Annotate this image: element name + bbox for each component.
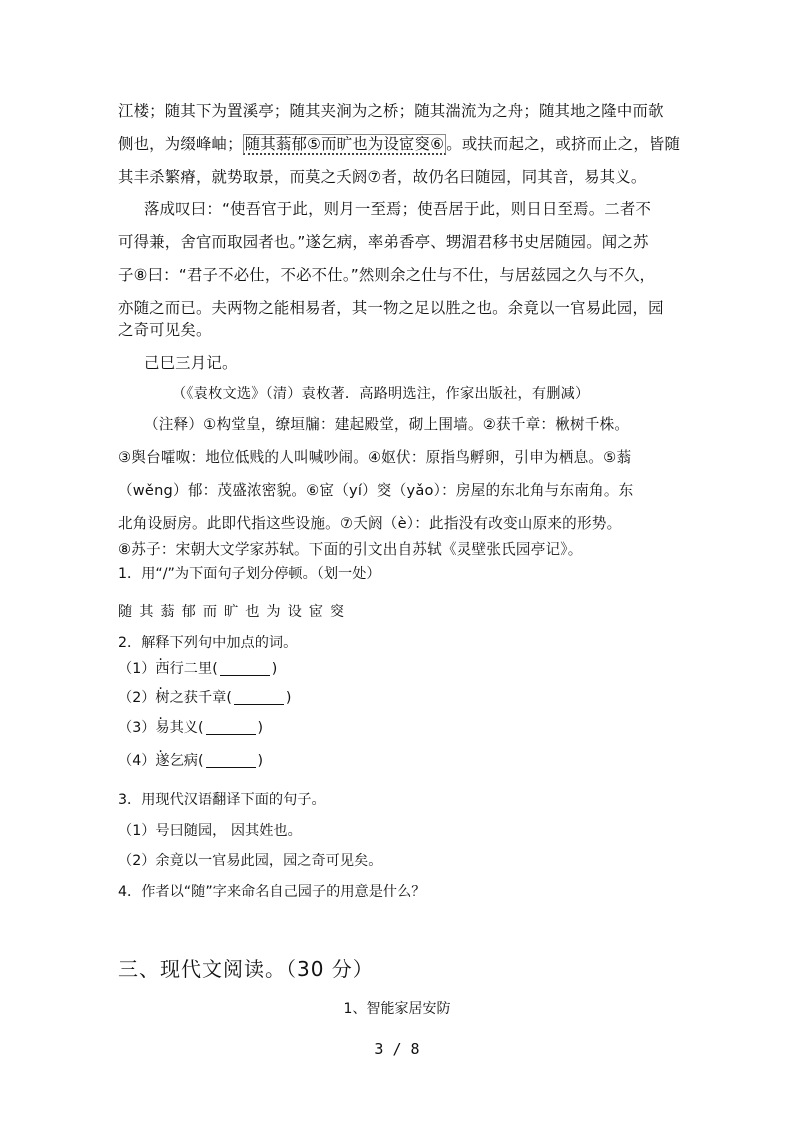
passage-line: 亦随之而已。夫两物之能相易者，其一物之足以胜之也。余竟以一官易此园，园 (118, 299, 664, 317)
q2-item-1: （1）西行二里( ) (118, 661, 278, 677)
item-number: （3） (118, 720, 156, 736)
notes-line: ⑧苏子：宋朝大文学家苏轼。下面的引文出自苏轼《灵壁张氏园亭记》。 (118, 541, 583, 558)
question-4: 4．作者以“随”字来命名自己园子的用意是什么？ (118, 884, 426, 900)
sentence-char: 窔 (330, 604, 345, 620)
q3-item-2: （2）余竟以一官易此园，园之奇可见矣。 (118, 853, 383, 869)
answer-blank[interactable] (234, 688, 284, 705)
notes-line: （注释）①构堂皇，缭垣牖：建起殿堂，砌上围墙。②获千章：楸树千株。 (144, 416, 630, 433)
section-subtitle: 1、智能家居安防 (343, 1001, 451, 1017)
answer-blank[interactable] (206, 718, 256, 735)
passage-date: 己巳三月记。 (144, 354, 238, 372)
passage-line: 其丰杀繁瘠，就势取景，而莫之夭阏⑦者，故仍名曰随园，同其音，易其义。 (118, 168, 647, 186)
passage-line: 江楼；随其下为置溪亭；随其夹涧为之桥；随其湍流为之舟；随其地之隆中而欹 (118, 102, 664, 120)
boxed-sentence: 随其蓊郁⑤而旷也为设宧窔⑥ (244, 135, 445, 153)
notes-line: ③舆台嚯呶：地位低贱的人叫喊吵闹。④妪伏：原指鸟孵卵，引申为栖息。⑤蓊 (118, 449, 632, 466)
passage-text: 。或扶而起之，或挤而止之，皆随 (446, 135, 681, 153)
q2-item-4: （4）遂乞病( ) (118, 753, 264, 769)
answer-blank[interactable] (220, 659, 270, 676)
sentence-char: 其 (139, 604, 154, 620)
q3-item-1: （1）号曰随园， 因其姓也。 (118, 823, 302, 839)
notes-line: （wěng）郁：茂盛浓密貌。⑥宧（yí）窔（yǎo）：房屋的东北角与东南角。东 (118, 482, 634, 499)
sentence-char: 蓊 (160, 604, 175, 620)
passage-line: 子⑧曰：“君子不必仕，不必不仕。”然则余之仕与不仕，与居兹园之久与不久， (118, 266, 656, 284)
sentence-char: 为 (266, 604, 281, 620)
page-number: 3 / 8 (374, 1040, 420, 1058)
item-text: 其义 (169, 720, 198, 736)
q2-item-3: （3）易其义( ) (118, 720, 264, 736)
dotted-char: 树 (155, 690, 170, 706)
item-text: 行二里 (169, 661, 213, 677)
sentence-char: 旷 (224, 604, 239, 620)
passage-text: 侧也，为缀峰岫； (118, 135, 243, 153)
notes-line: 北角设厨房。此即代指这些设施。⑦夭阏（è）：此指没有改变山原来的形势。 (118, 515, 622, 532)
section-title: 三、现代文阅读。（30 分） (118, 957, 374, 981)
question-2: 2．解释下列句中加点的词。 (118, 635, 298, 651)
question-3: 3．用现代汉语翻译下面的句子。 (118, 792, 326, 808)
dotted-char: 遂 (155, 753, 170, 769)
item-number: （1） (118, 661, 156, 677)
source-citation: （《袁枚文选》（清）袁枚著．高路明选注，作家出版社，有删减） (172, 386, 590, 402)
answer-blank[interactable] (206, 751, 256, 768)
sentence-char: 随 (118, 604, 133, 620)
item-text: 之获千章 (169, 690, 227, 706)
passage-line: 可得兼，舍官而取园者也。”遂乞病，率弟香亭、甥湄君移书史居随园。闻之苏 (118, 233, 649, 251)
sentence-char: 郁 (181, 604, 196, 620)
dotted-char: 西 (155, 661, 170, 677)
passage-line (118, 133, 680, 155)
sentence-char: 宧 (308, 604, 324, 620)
q2-item-2: （2）树之获千章( ) (118, 690, 292, 706)
passage-line: 落成叹曰：“使吾官于此，则月一至焉；使吾居于此，则日日至焉。二者不 (144, 200, 652, 218)
item-number: （2） (118, 690, 156, 706)
question-1-sentence (118, 601, 351, 623)
item-number: （4） (118, 753, 156, 769)
item-text: 乞病 (169, 753, 198, 769)
dotted-char: 易 (155, 720, 170, 736)
sentence-char: 而 (202, 604, 218, 620)
question-1: 1．用“/”为下面句子划分停顿。（划一处） (118, 566, 381, 582)
sentence-char: 设 (287, 604, 302, 620)
passage-line: 之奇可见矣。 (118, 321, 212, 339)
sentence-char: 也 (245, 604, 260, 620)
